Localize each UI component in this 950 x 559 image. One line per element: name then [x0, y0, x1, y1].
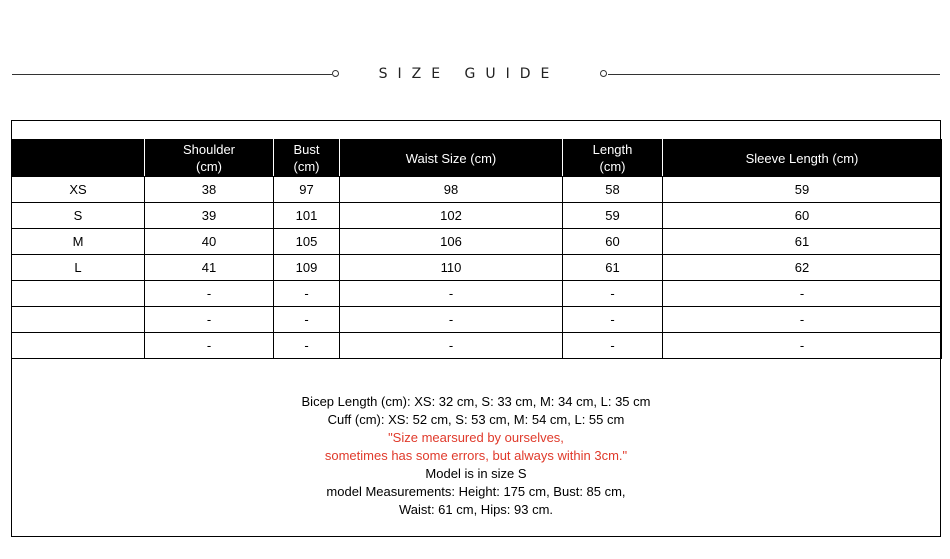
size-label-cell: S: [12, 203, 145, 229]
table-cell: 59: [663, 177, 942, 203]
size-notes: [11, 393, 941, 519]
table-cell: 60: [663, 203, 942, 229]
table-cell: -: [274, 307, 340, 333]
table-cell: -: [563, 307, 663, 333]
size-label-cell: L: [12, 255, 145, 281]
size-label-cell: XS: [12, 177, 145, 203]
table-row: [12, 281, 942, 307]
table-cell: 59: [563, 203, 663, 229]
table-cell: -: [274, 333, 340, 359]
measurement-warning-line-2: sometimes has some errors, but always within 3cm.": [324, 448, 628, 463]
table-cell: 62: [663, 255, 942, 281]
table-cell: 98: [340, 177, 563, 203]
size-table: [11, 139, 942, 359]
table-cell: 101: [274, 203, 340, 229]
table-cell: 61: [563, 255, 663, 281]
bicep-length-note: Bicep Length (cm): XS: 32 cm, S: 33 cm, M: 34 cm, L: 35 cm: [301, 394, 651, 409]
title-divider-right: [608, 74, 940, 75]
table-cell: -: [145, 333, 274, 359]
table-cell: 109: [274, 255, 340, 281]
table-cell: -: [145, 281, 274, 307]
table-cell: -: [340, 307, 563, 333]
column-header: Length (cm): [563, 140, 663, 177]
table-header-row: [12, 140, 942, 177]
table-row: [12, 229, 942, 255]
size-label-cell: [12, 281, 145, 307]
table-cell: 38: [145, 177, 274, 203]
table-cell: 97: [274, 177, 340, 203]
table-cell: -: [663, 307, 942, 333]
table-body: [12, 177, 942, 359]
size-label-cell: [12, 307, 145, 333]
table-cell: 58: [563, 177, 663, 203]
model-measurements-line-2: Waist: 61 cm, Hips: 93 cm.: [398, 502, 554, 517]
table-row: [12, 255, 942, 281]
table-cell: -: [663, 281, 942, 307]
table-cell: -: [145, 307, 274, 333]
table-cell: 105: [274, 229, 340, 255]
table-cell: -: [563, 281, 663, 307]
table-cell: -: [274, 281, 340, 307]
table-cell: 61: [663, 229, 942, 255]
table-cell: -: [663, 333, 942, 359]
table-row: [12, 203, 942, 229]
table-row: [12, 333, 942, 359]
table-cell: 39: [145, 203, 274, 229]
table-cell: 40: [145, 229, 274, 255]
measurement-warning-line-1: "Size mearsured by ourselves,: [388, 430, 564, 445]
table-cell: 60: [563, 229, 663, 255]
title-circle-right-icon: [600, 70, 607, 77]
size-label-cell: [12, 333, 145, 359]
table-cell: -: [340, 281, 563, 307]
column-header: Sleeve Length (cm): [663, 140, 942, 177]
table-cell: -: [340, 333, 563, 359]
table-cell: 110: [340, 255, 563, 281]
title-circle-left-icon: [332, 70, 339, 77]
model-size-note: Model is in size S: [425, 466, 527, 481]
table-cell: 106: [340, 229, 563, 255]
column-header: [12, 140, 145, 177]
table-cell: -: [563, 333, 663, 359]
column-header: Waist Size (cm): [340, 140, 563, 177]
title-divider-left: [12, 74, 332, 75]
cuff-note: Cuff (cm): XS: 52 cm, S: 53 cm, M: 54 cm, L: 55 cm: [327, 412, 625, 427]
table-cell: 102: [340, 203, 563, 229]
page-title: SIZE GUIDE: [378, 66, 560, 82]
column-header: Bust (cm): [274, 140, 340, 177]
table-row: [12, 177, 942, 203]
table-row: [12, 307, 942, 333]
size-label-cell: M: [12, 229, 145, 255]
table-cell: 41: [145, 255, 274, 281]
model-measurements-line-1: model Measurements: Height: 175 cm, Bust: 85 cm,: [326, 484, 626, 499]
column-header: Shoulder (cm): [145, 140, 274, 177]
